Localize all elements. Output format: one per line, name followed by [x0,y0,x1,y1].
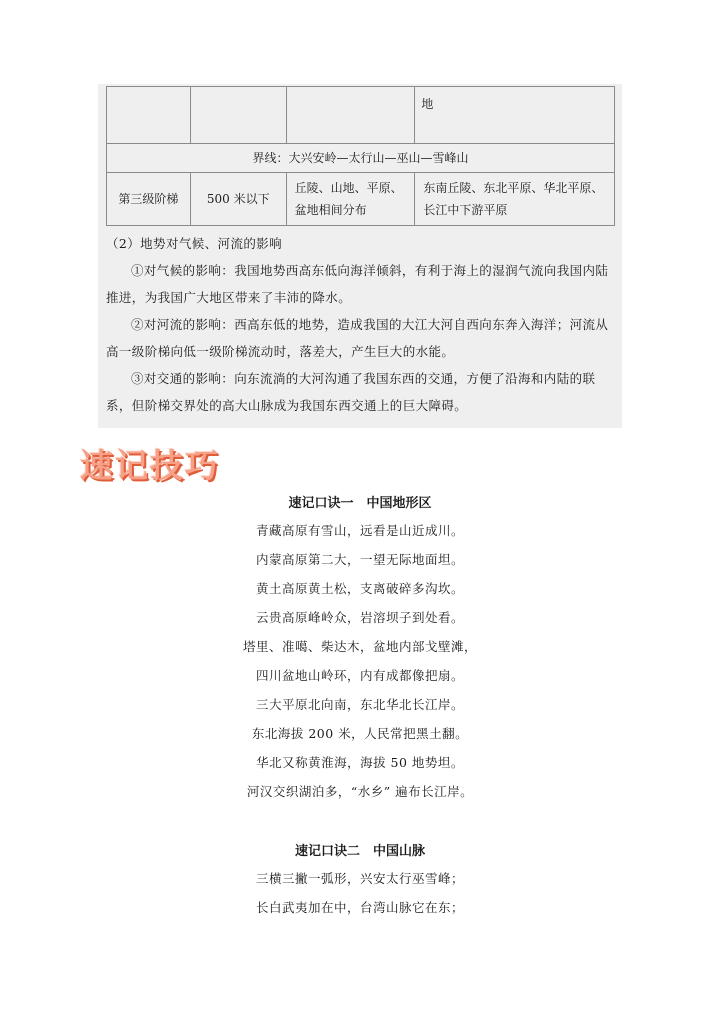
poem-line: 四川盆地山岭环，内有成都像把扇。 [255,668,464,683]
poem-line: 长白武夷加在中，台湾山脉它在东； [255,900,464,915]
poem-line: 河汉交织湖泊多，“水乡” 遍布长江岸。 [246,784,474,799]
table-row [107,87,615,144]
mnemonic1-poem [0,516,720,806]
poem-line: 内蒙高原第二大，一望无际地面坦。 [255,552,464,567]
table-cell [107,87,191,144]
poem-line: 华北又称黄淮海，海拔 50 地势坦。 [256,755,464,770]
poem-line: 云贵高原峰岭众，岩溶坝子到处看。 [255,610,464,625]
influence-section [106,230,614,419]
step-altitude: 500 米以下 [190,173,286,226]
mnemonic2-title: 速记口诀二 中国山脉 [294,844,425,859]
poem-line: 黄土高原黄土松，支离破碎多沟坎。 [255,581,464,596]
table-cell [190,87,286,144]
table-cell [286,87,415,144]
poem-line: 三横三撇一弧形，兴安太行巫雪峰； [255,871,464,886]
step-landform: 丘陵、山地、平原、盆地相间分布 [286,173,415,226]
mnemonic1-title: 速记口诀一 中国地形区 [288,496,432,511]
paragraph-transport: ③对交通的影响：向东流淌的大河沟通了我国东西的交通，方便了沿海和内陆的联系，但阶梯交界处的高大山脉成为我国东西交通上的巨大障碍。 [106,371,596,413]
table-cell: 地 [415,87,615,144]
section-heading: （2）地势对气候、河流的影响 [106,236,283,251]
boundary-line-text: 界线：大兴安岭—太行山—巫山—雪峰山 [107,144,615,173]
poem-line: 塔里、准噶、柴达木，盆地内部戈壁滩， [242,639,477,654]
poem-line: 青藏高原有雪山，远看是山近成川。 [255,523,464,538]
terrain-steps-table [106,86,615,226]
mnemonic2-poem [0,864,720,922]
paragraph-climate: ①对气候的影响：我国地势西高东低向海洋倾斜，有利于海上的湿润气流向我国内陆推进，为我国广大地区带来了丰沛的降水。 [106,263,609,305]
table-row [107,173,615,226]
poem-line: 东北海拔 200 米，人民常把黑土翻。 [251,726,469,741]
poem-line: 三大平原北向南，东北华北长江岸。 [255,697,464,712]
quick-memory-banner: 速记技巧 [80,446,220,485]
step-regions: 东南丘陵、东北平原、华北平原、长江中下游平原 [415,173,615,226]
paragraph-river: ②对河流的影响：西高东低的地势，造成我国的大江大河自西向东奔入海洋；河流从高一级阶梯向低一级阶梯流动时，落差大，产生巨大的水能。 [106,317,609,359]
table-row-boundary [107,144,615,173]
step-name: 第三级阶梯 [107,173,191,226]
